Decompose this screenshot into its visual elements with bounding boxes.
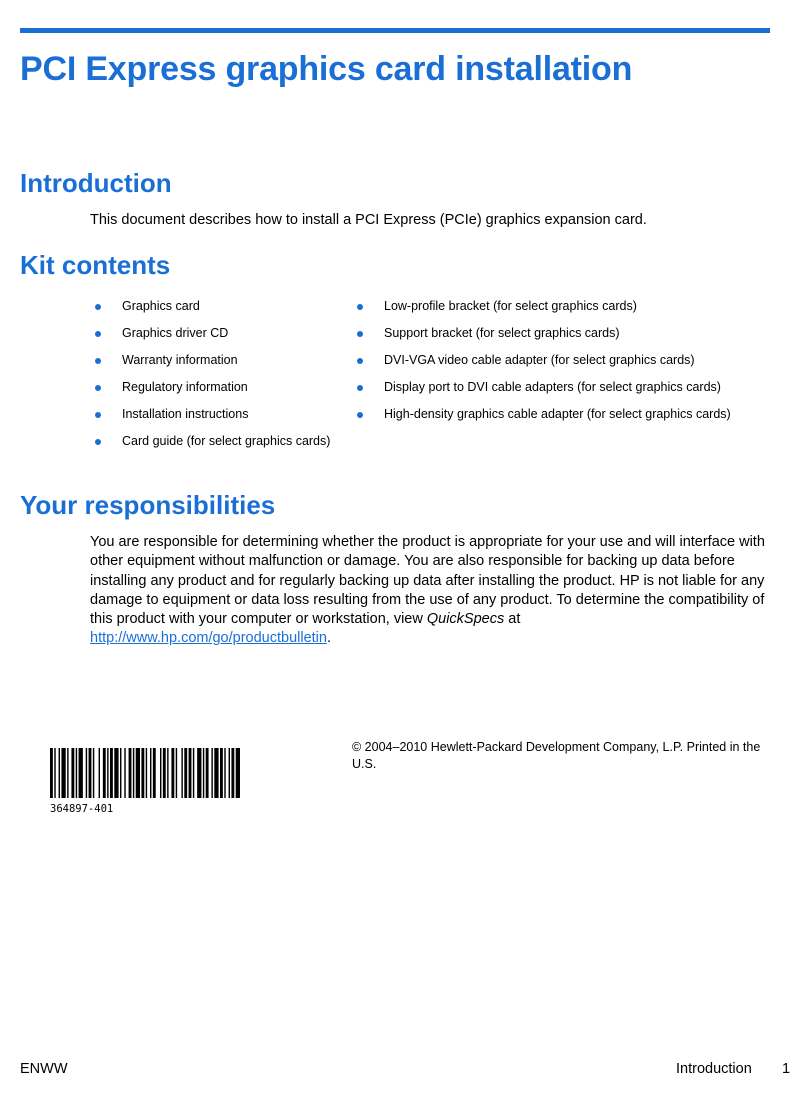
list-item-label: DVI-VGA video cable adapter (for select graphics cards) bbox=[384, 353, 695, 367]
footer-section: Introduction bbox=[676, 1061, 752, 1077]
list-item bbox=[95, 299, 330, 326]
bullet-icon bbox=[95, 358, 101, 364]
list-item bbox=[95, 353, 330, 380]
top-rule bbox=[20, 28, 770, 33]
list-item-label: Support bracket (for select graphics cards) bbox=[384, 326, 620, 340]
kit-contents-heading: Kit contents bbox=[20, 250, 171, 280]
bullet-icon bbox=[95, 412, 101, 418]
list-item bbox=[357, 299, 731, 326]
list-item bbox=[95, 326, 330, 353]
copyright-notice: © 2004–2010 Hewlett-Packard Development Company, L.P. Printed in the U.S. bbox=[352, 740, 761, 771]
list-item bbox=[95, 434, 330, 461]
list-item-label: Card guide (for select graphics cards) bbox=[122, 434, 331, 448]
kit-contents-list-left bbox=[95, 299, 330, 461]
responsibilities-body: You are responsible for determining whether the product is appropriate for your use and will interface with other equipment without malfunction or damage. You are also responsible for backing up data before installing any product and for regularly backing up data after installing the product. HP is not liable for any damage to equipment or data loss resulting from the use of any product. To determine the compatibility of this product with your computer or workstation, view bbox=[90, 534, 765, 628]
responsibilities-at: at bbox=[504, 611, 521, 628]
bullet-icon bbox=[357, 385, 363, 391]
footer-doc-code: ENWW bbox=[20, 1061, 68, 1077]
introduction-heading: Introduction bbox=[20, 168, 172, 198]
bullet-icon bbox=[95, 331, 101, 337]
bullet-icon bbox=[357, 331, 363, 337]
list-item bbox=[357, 326, 731, 353]
bullet-icon bbox=[357, 412, 363, 418]
list-item-label: Low-profile bracket (for select graphics cards) bbox=[384, 299, 637, 313]
list-item bbox=[357, 407, 731, 434]
list-item bbox=[357, 353, 731, 380]
product-bulletin-link[interactable]: http://www.hp.com/go/productbulletin bbox=[90, 630, 327, 647]
introduction-text: This document describes how to install a PCI Express (PCIe) graphics expansion card. bbox=[90, 212, 647, 228]
list-item-label: High-density graphics cable adapter (for select graphics cards) bbox=[384, 407, 731, 421]
bullet-icon bbox=[357, 358, 363, 364]
list-item-label: Display port to DVI cable adapters (for select graphics cards) bbox=[384, 380, 721, 394]
responsibilities-heading: Your responsibilities bbox=[20, 490, 276, 520]
list-item-label: Graphics driver CD bbox=[122, 326, 229, 340]
list-item-label: Installation instructions bbox=[122, 407, 249, 421]
barcode-number: 364897-401 bbox=[50, 803, 114, 815]
barcode-image bbox=[50, 748, 240, 798]
quickspecs-label: QuickSpecs bbox=[426, 611, 505, 628]
list-item-label: Warranty information bbox=[122, 353, 238, 367]
bullet-icon bbox=[95, 385, 101, 391]
list-item bbox=[95, 380, 330, 407]
responsibilities-text bbox=[90, 533, 780, 649]
footer-page-number: 1 bbox=[782, 1061, 791, 1077]
document-title: PCI Express graphics card installation bbox=[20, 50, 633, 88]
bullet-icon bbox=[95, 304, 101, 310]
list-item-label: Regulatory information bbox=[122, 380, 248, 394]
bullet-icon bbox=[357, 304, 363, 310]
list-item-label: Graphics card bbox=[122, 299, 200, 313]
kit-contents-list-right bbox=[357, 299, 731, 434]
responsibilities-period: . bbox=[326, 630, 331, 647]
bullet-icon bbox=[95, 439, 101, 445]
list-item bbox=[95, 407, 330, 434]
list-item bbox=[357, 380, 731, 407]
